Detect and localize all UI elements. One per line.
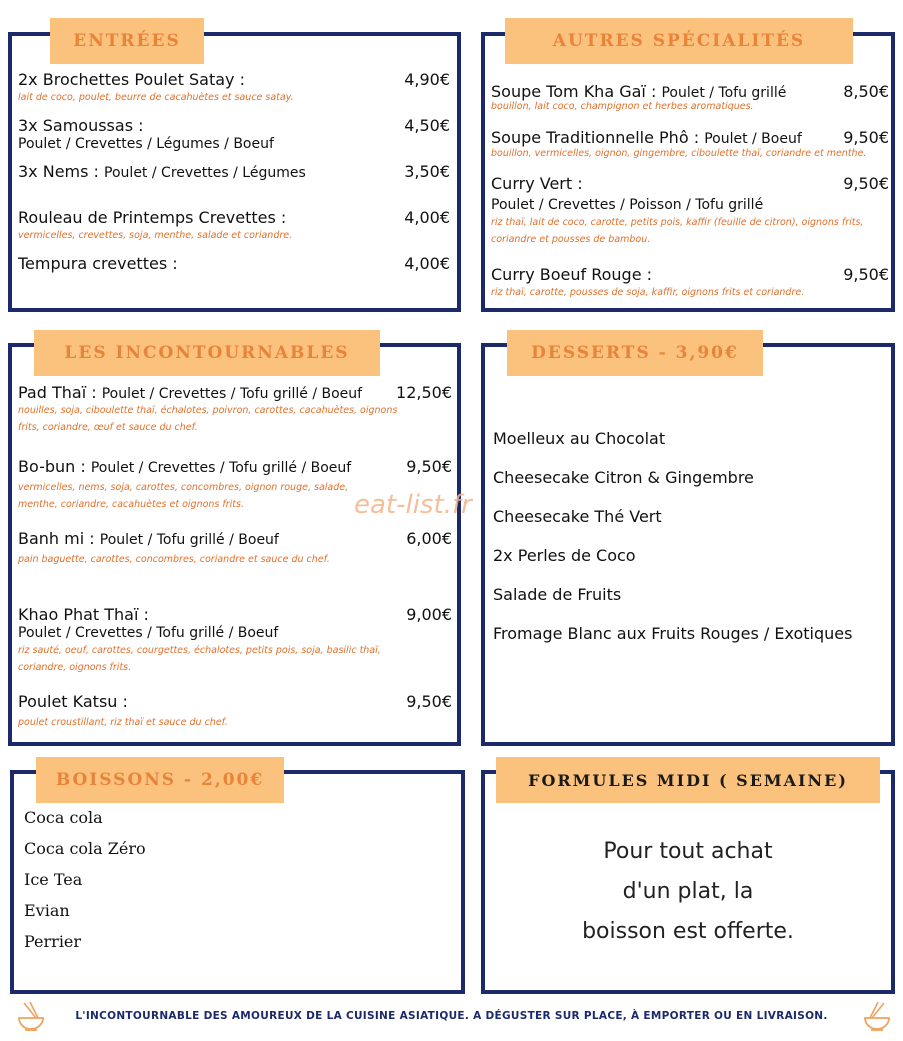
menu-item: [18, 254, 450, 273]
item-name: 2x Brochettes Poulet Satay :: [18, 70, 245, 89]
formule-line: Pour tout achat: [603, 839, 773, 864]
item-name: Curry Boeuf Rouge :: [491, 265, 653, 284]
item-price: 8,50€: [843, 82, 889, 101]
section-title-entrees: ENTRÉES: [50, 18, 204, 64]
drink-item: Coca cola Zéro: [24, 839, 146, 858]
formule-line: boisson est offerte.: [582, 919, 794, 944]
item-description: bouillon, lait coco, champignon et herbes aromatiques.: [491, 101, 754, 112]
section-title-incontournables: LES INCONTOURNABLES: [34, 330, 380, 376]
item-options: Poulet / Crevettes / Tofu grillé / Boeuf: [101, 386, 363, 402]
item-description: poulet croustillant, riz thaï et sauce du chef.: [18, 717, 228, 728]
boissons-panel: [10, 770, 465, 994]
menu-item: [491, 265, 889, 301]
bowl-chopsticks-icon: [862, 1000, 892, 1032]
menu-item: [18, 605, 452, 676]
menu-item: [491, 128, 889, 162]
item-price: 4,00€: [404, 208, 450, 227]
menu-item: [18, 162, 450, 181]
menu-item: [491, 174, 889, 248]
item-options: Poulet / Boeuf: [704, 131, 802, 147]
item-name: Poulet Katsu :: [18, 692, 128, 711]
item-price: 4,50€: [404, 116, 450, 135]
item-name: Pad Thaï :: [18, 383, 97, 402]
dessert-item: Salade de Fruits: [493, 585, 622, 604]
item-price: 4,00€: [404, 254, 450, 273]
item-price: 4,90€: [404, 70, 450, 89]
item-name: 3x Samoussas :: [18, 116, 144, 135]
item-name: Tempura crevettes :: [18, 254, 178, 273]
section-title-formules: FORMULES MIDI ( SEMAINE): [496, 757, 880, 803]
menu-item: [18, 529, 452, 568]
footer-tagline: L'INCONTOURNABLE DES AMOUREUX DE LA CUISINE ASIATIQUE. A DÉGUSTER SUR PLACE, À EMPORTER OU EN LIVRAISON.: [75, 1010, 828, 1022]
item-name: Banh mi :: [18, 529, 95, 548]
menu-item: [18, 383, 452, 436]
watermark: eat-list.fr: [354, 490, 472, 520]
dessert-item: Fromage Blanc aux Fruits Rouges / Exotiques: [493, 624, 853, 643]
item-name: Soupe Traditionnelle Phô :: [491, 128, 700, 147]
menu-item: [18, 208, 450, 244]
dessert-item: Cheesecake Thé Vert: [493, 507, 662, 526]
item-price: 6,00€: [406, 529, 452, 548]
dessert-item: 2x Perles de Coco: [493, 546, 636, 565]
item-price: 9,50€: [843, 265, 889, 284]
menu-item: [18, 692, 452, 731]
item-options: Poulet / Crevettes / Légumes: [104, 165, 306, 181]
section-title-boissons: BOISSONS - 2,00€: [36, 757, 284, 803]
item-description: bouillon, vermicelles, oignon, gingembre, ciboulette thaï, coriandre et menthe.: [491, 148, 867, 159]
drink-item: Evian: [24, 901, 70, 920]
item-options: Poulet / Tofu grillé / Boeuf: [99, 532, 279, 548]
dessert-item: Moelleux au Chocolat: [493, 429, 666, 448]
drink-item: Coca cola: [24, 808, 103, 827]
menu-item: [491, 82, 889, 115]
item-price: 9,00€: [406, 605, 452, 624]
incontournables-panel: [8, 343, 461, 746]
item-options: Poulet / Crevettes / Tofu grillé / Boeuf: [90, 460, 352, 476]
item-options: Poulet / Crevettes / Poisson / Tofu grillé: [491, 197, 764, 213]
item-name: Curry Vert :: [491, 174, 583, 193]
item-description: nouilles, soja, ciboulette thaï, échalotes, poivron, carottes, cacahuètes, oignons frits, coriandre, œuf et sauce du chef.: [18, 405, 398, 433]
item-name: Khao Phat Thaï :: [18, 605, 149, 624]
item-name: Rouleau de Printemps Crevettes :: [18, 208, 287, 227]
item-price: 9,50€: [406, 692, 452, 711]
drink-item: Ice Tea: [24, 870, 83, 889]
item-description: riz thaï, lait de coco, carotte, petits pois, kaffir (feuille de citron), oignons frits, coriandre et pousses de bambou.: [491, 217, 864, 245]
item-price: 9,50€: [843, 174, 889, 193]
formule-line: d'un plat, la: [622, 879, 754, 904]
section-title-desserts: DESSERTS - 3,90€: [507, 330, 763, 376]
item-price: 12,50€: [396, 383, 452, 402]
item-name: Bo-bun :: [18, 457, 86, 476]
entrees-panel: [8, 32, 461, 312]
item-options: Poulet / Crevettes / Légumes / Boeuf: [18, 136, 274, 152]
section-title-specialites: AUTRES SPÉCIALITÉS: [505, 18, 853, 64]
item-description: pain baguette, carottes, concombres, coriandre et sauce du chef.: [18, 554, 330, 565]
item-description: riz sauté, oeuf, carottes, courgettes, échalotes, petits pois, soja, basilic thaï, coriandre, oignons frits.: [18, 645, 381, 673]
formules-panel: [481, 770, 895, 994]
item-options: Poulet / Crevettes / Tofu grillé / Boeuf: [18, 625, 279, 641]
item-description: lait de coco, poulet, beurre de cacahuètes et sauce satay.: [18, 92, 294, 103]
desserts-panel: [481, 343, 895, 746]
item-price: 9,50€: [406, 457, 452, 476]
item-description: vermicelles, nems, soja, carottes, concombres, oignon rouge, salade, menthe, coriandre, cacahuètes et oignons frits.: [18, 482, 349, 510]
menu-item: [18, 116, 450, 153]
drink-item: Perrier: [24, 932, 82, 951]
item-price: 9,50€: [843, 128, 889, 147]
item-description: riz thaï, carotte, pousses de soja, kaffir, oignons frits et coriandre.: [491, 287, 805, 298]
item-options: Poulet / Tofu grillé: [661, 85, 787, 101]
item-price: 3,50€: [404, 162, 450, 181]
specialites-panel: [481, 32, 895, 312]
item-name: 3x Nems :: [18, 162, 99, 181]
menu-item: [18, 70, 450, 106]
dessert-item: Cheesecake Citron & Gingembre: [493, 468, 754, 487]
item-description: vermicelles, crevettes, soja, menthe, salade et coriandre.: [18, 230, 293, 241]
item-name: Soupe Tom Kha Gaï :: [491, 82, 657, 101]
